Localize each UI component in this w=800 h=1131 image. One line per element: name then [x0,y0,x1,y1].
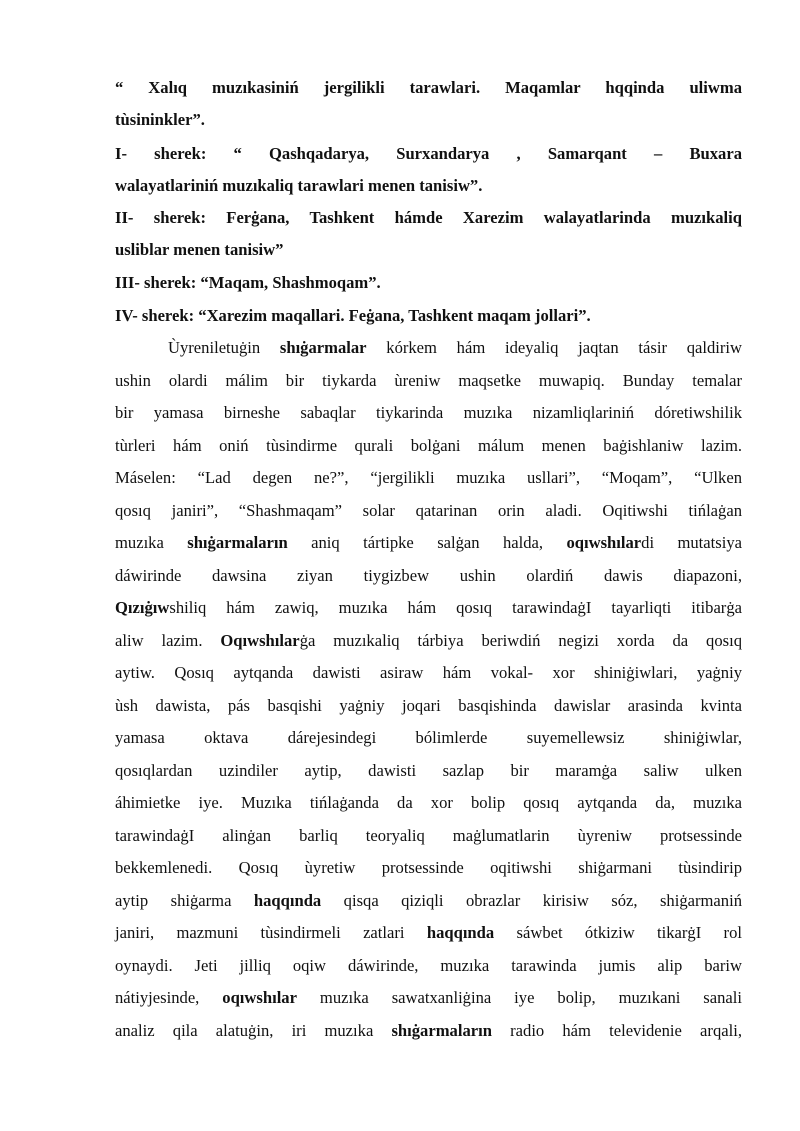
paragraph-line: aytiw. Qosıq aytqanda dawisti asiraw hám vokal- xor shiniġiwlari, yaġniy [115,663,742,682]
paragraph-line: nátiyjesinde, oqıwshılar muzıka sawatxanliġina iye bolip, muzıkani sanali [115,988,742,1007]
paragraph-line: Qızıġıwshiliq hám zawiq, muzıka hám qosıq tarawindaġI tayarliqti itibarġa [115,598,742,617]
paragraph-line: qosıq janiri”, “Shashmaqam” solar qatarinan orin aladi. Oqitiwshi tińlaġan [115,501,742,520]
paragraph-line: Ùyreniletuġin shıġarmalar kórkem hám ideyaliq jaqtan tásir qaldiriw [168,338,742,357]
paragraph-line: tùrleri hám oniń tùsindirme qurali bolġani málum menen baġishlaniw lazim. [115,436,742,455]
paragraph-line: yamasa oktava dárejesindegi bólimlerde suyemellewsiz shiniġiwlar, [115,728,742,747]
paragraph-line: dáwirinde dawsina ziyan tiygizbew ushin olardiń dawis diapazoni, [115,566,742,585]
paragraph-line: oynaydi. Jeti jilliq oqiw dáwirinde, muzıka tarawinda jumis alip bariw [115,956,742,975]
paragraph-line: Máselen: “Lad degen ne?”, “jergilikli muzıka usllari”, “Moqam”, “Ulken [115,468,742,487]
paragraph-line: aliw lazim. Oqıwshılarġa muzıkaliq tárbiya beriwdiń negizi xorda da qosıq [115,631,742,650]
paragraph-line: janiri, mazmuni tùsindirmeli zatlari haqqında sáwbet ótkiziw tikarġI rol [115,923,742,942]
heading-quarter-4: IV- sherek: “Xarezim maqallari. Feġana, Tashkent maqam jollari”. [115,306,591,325]
paragraph-line: bir yamasa birneshe sabaqlar tiykarinda muzıka nizamliqlariniń dóretiwshilik [115,403,742,422]
paragraph-line: qosıqlardan uzindiler aytip, dawisti sazlap bir maramġa saliw ulken [115,761,742,780]
paragraph-line: tarawindaġI alinġan barliq teoryaliq maġlumatlarin ùyreniw protsessinde [115,826,742,845]
paragraph-line: ùsh dawista, pás basqishi yaġniy joqari basqishinda dawislar arasinda kvinta [115,696,742,715]
heading-quarter-3: III- sherek: “Maqam, Shashmoqam”. [115,273,381,292]
heading-quarter-2-line-2: usliblar menen tanisiw” [115,240,284,259]
paragraph-line: áhimietke iye. Muzıka tińlaġanda da xor bolip qosıq aytqanda da, muzıka [115,793,742,812]
paragraph-line: muzıka shıġarmaların aniq tártipke salġan halda, oqıwshılardi mutatsiya [115,533,742,552]
heading-topic-line-1: “ Xalıq muzıkasiniń jergilikli tarawlari. Maqamlar hqqinda uliwma [115,78,742,97]
paragraph-line: analiz qila alatuġin, iri muzıka shıġarmaların radio hám televidenie arqali, [115,1021,742,1040]
paragraph-line: ushin olardi málim bir tiykarda ùreniw maqsetke muwapiq. Bunday temalar [115,371,742,390]
heading-quarter-1-line-1: I- sherek: “ Qashqadarya, Surxandarya , Samarqant – Buxara [115,144,742,163]
paragraph-line: aytip shiġarma haqqında qisqa qiziqli obrazlar kirisiw sóz, shiġarmaniń [115,891,742,910]
paragraph-line: bekkemlenedi. Qosıq ùyretiw protsessinde oqitiwshi shiġarmani tùsindirip [115,858,742,877]
heading-quarter-1-line-2: walayatlariniń muzıkaliq tarawlari menen tanisiw”. [115,176,483,195]
heading-quarter-2-line-1: II- sherek: Ferġana, Tashkent hámde Xarezim walayatlarinda muzıkaliq [115,208,742,227]
heading-topic-line-2: tùsininkler”. [115,110,205,129]
